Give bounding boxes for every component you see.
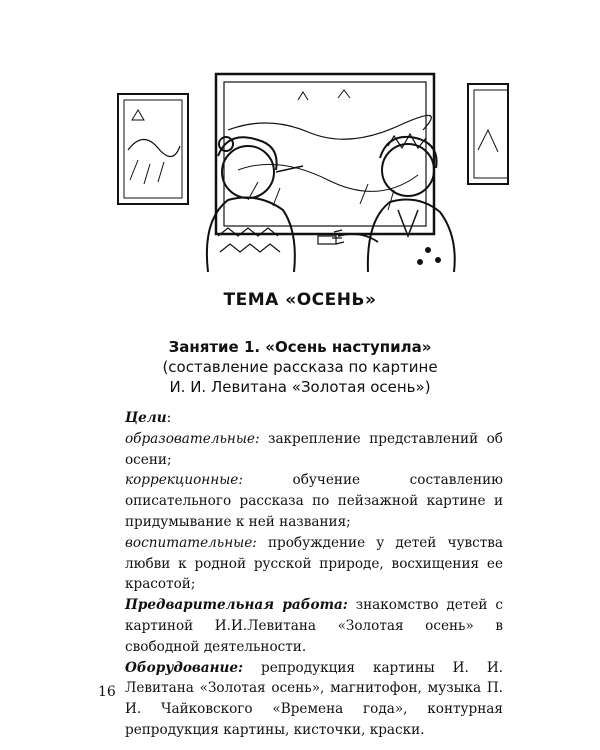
- children-looking-at-paintings-illustration: [98, 60, 510, 272]
- goals-label: Цели: [125, 410, 167, 426]
- lesson-title: Занятие 1. «Осень наступила»: [168, 338, 432, 356]
- goal-correctional-label: коррекционные:: [125, 472, 243, 489]
- preliminary-work: [125, 595, 503, 657]
- equipment-text: репродукция картины И. И. Левитана «Золотая осень», магнитофон, музыка П. И. Чайковского «Времена года», контурная репродукция картины, кисточки, краски.: [125, 659, 503, 738]
- goals-heading: [125, 408, 503, 429]
- equipment-label: Оборудование:: [125, 659, 244, 676]
- main-painting-frame: [216, 74, 434, 234]
- preliminary-work-label: Предварительная работа:: [125, 597, 348, 614]
- lesson-subtitle-line-2: И. И. Левитана «Золотая осень»): [169, 378, 431, 396]
- lesson-body: [125, 408, 503, 741]
- goals-colon: :: [166, 410, 172, 426]
- equipment: [125, 658, 503, 741]
- goal-correctional-text: обучение составлению описательного рассказа по пейзажной картине и придумывание к ней названия;: [125, 472, 503, 530]
- page-number: 16: [98, 684, 116, 700]
- goal-upbringing-label: воспитательные:: [125, 534, 257, 551]
- goal-educational-label: образовательные:: [125, 430, 260, 447]
- goal-correctional: [125, 470, 503, 532]
- lesson-subtitle-line-1: (составление рассказа по картине: [162, 358, 438, 376]
- goal-educational-text: закрепление представлений об осени;: [125, 430, 503, 468]
- goal-upbringing: [125, 533, 503, 595]
- goal-upbringing-text: пробуждение у детей чувства любви к родной русской природе, восхищения ее красотой;: [125, 534, 503, 593]
- theme-title: ТЕМА «ОСЕНЬ»: [223, 290, 377, 310]
- girl-head: [222, 146, 274, 198]
- goal-educational: [125, 429, 503, 471]
- preliminary-work-text: знакомство детей с картиной И.И.Левитана «Золотая осень» в свободной деятельности.: [125, 597, 503, 655]
